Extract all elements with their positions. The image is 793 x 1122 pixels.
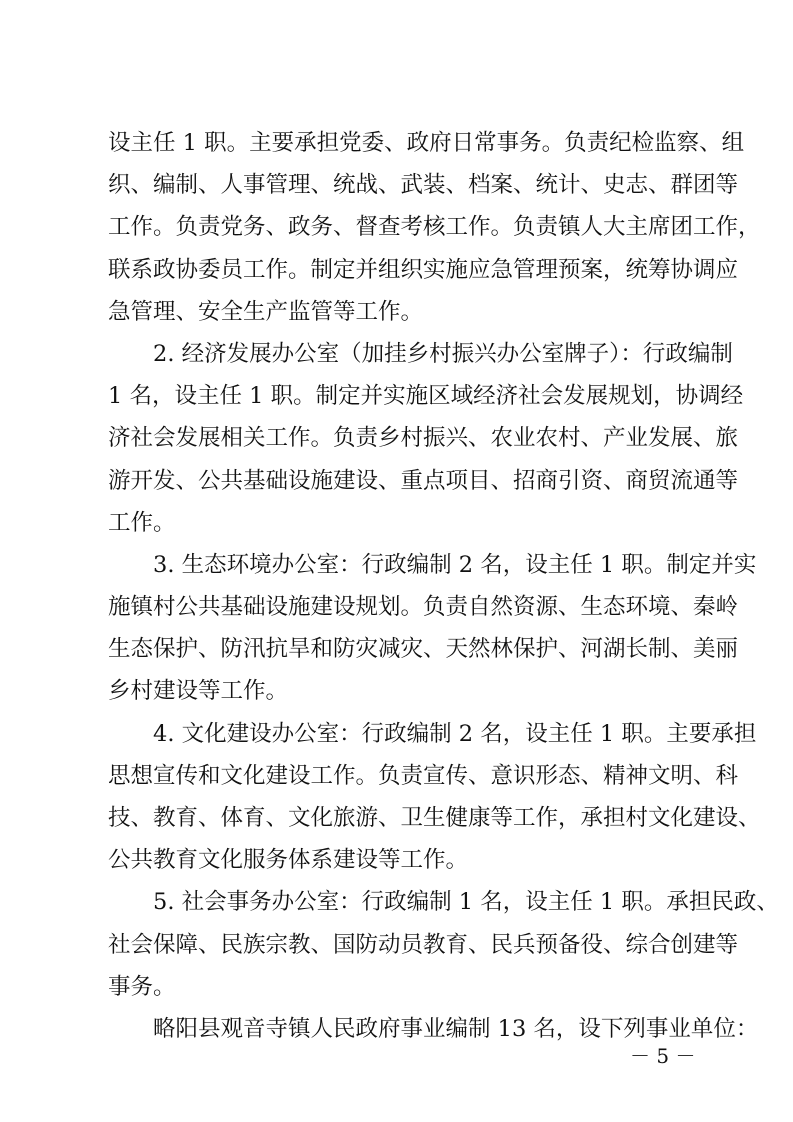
text-line: 工作。 <box>108 509 176 536</box>
text-line: 生态保护、防汛抗旱和防灾减灾、天然林保护、河湖长制、美丽 <box>108 636 739 663</box>
text-line: 织、编制、人事管理、统战、武装、档案、统计、史志、群团等 <box>108 172 739 199</box>
text-line: 工作。负责党务、政务、督查考核工作。负责镇人大主席团工作， <box>108 214 761 241</box>
text-line: 1 名，设主任 1 职。制定并实施区域经济社会发展规划，协调经 <box>108 383 744 410</box>
text-line: 事务。 <box>108 973 176 1000</box>
text-line: 思想宣传和文化建设工作。负责宣传、意识形态、精神文明、科 <box>108 762 739 789</box>
text-line: 社会保障、民族宗教、国防动员教育、民兵预备役、综合创建等 <box>108 931 739 958</box>
text-line: 设主任 1 职。主要承担党委、政府日常事务。负责纪检监察、组 <box>108 130 745 156</box>
text-line: 联系政协委员工作。制定并组织实施应急管理预案，统筹协调应 <box>108 256 739 283</box>
text-line: 5. 社会事务办公室：行政编制 1 名，设主任 1 职。承担民政、 <box>153 889 779 916</box>
text-line: 2. 经济发展办公室（加挂乡村振兴办公室牌子）：行政编制 <box>153 340 733 367</box>
text-line: 公共教育文化服务体系建设等工作。 <box>108 847 469 874</box>
text-line: 略阳县观音寺镇人民政府事业编制 13 名，设下列事业单位： <box>153 1015 759 1042</box>
page-number: － 5 － <box>630 1044 696 1068</box>
text-line: 施镇村公共基础设施建设规划。负责自然资源、生态环境、秦岭 <box>108 594 739 621</box>
document-body <box>108 122 779 1050</box>
text-line: 游开发、公共基础设施建设、重点项目、招商引资、商贸流通等 <box>108 467 739 494</box>
text-line: 技、教育、体育、文化旅游、卫生健康等工作，承担村文化建设、 <box>108 805 761 831</box>
text-line: 急管理、安全生产监管等工作。 <box>108 298 424 325</box>
text-line: 乡村建设等工作。 <box>108 678 289 705</box>
text-line: 3. 生态环境办公室：行政编制 2 名，设主任 1 职。制定并实 <box>153 551 757 578</box>
text-line: 4. 文化建设办公室：行政编制 2 名，设主任 1 职。主要承担 <box>153 720 757 747</box>
text-line: 济社会发展相关工作。负责乡村振兴、农业农村、产业发展、旅 <box>108 425 739 452</box>
